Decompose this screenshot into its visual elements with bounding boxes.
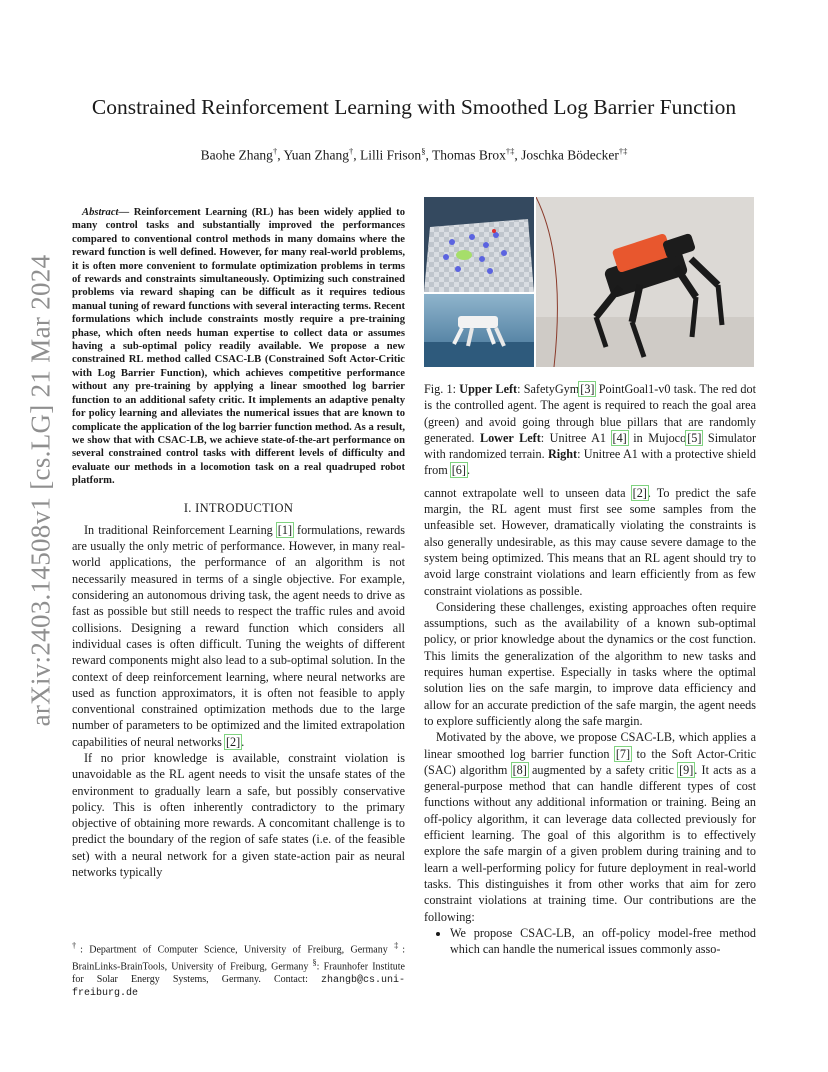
right-paragraph-3: [424, 729, 756, 925]
text-run: : Unitree A1: [540, 430, 612, 445]
contact-email[interactable]: zhangb@cs.uni-freiburg.de: [72, 974, 405, 1000]
text-run: : SafetyGym: [517, 382, 580, 396]
intro-paragraph-1: [72, 522, 405, 750]
author-affiliation-mark: †: [272, 146, 278, 156]
right-column: [424, 375, 756, 957]
section-heading-introduction: I. INTRODUCTION: [183, 500, 294, 515]
text-run: .: [241, 734, 245, 749]
citation-link[interactable]: [1]: [277, 522, 293, 537]
text-run: : Unitree A1 with a protective shield from: [424, 447, 756, 478]
right-paragraph-2: Considering these challenges, existing approaches often require assumptions, such as the availability of a known sub-optimal policy, or prior knowledge about the dynamics or the cost function. This limits the generalization of the algorithm to new tasks and requires human expertise. Especially in tasks where the optimal solution lies on the safe margin, to improve data efficiency and allow for an accurate prediction of the safe margin, the agent needs to explore sufficiently along the safe margin.: [424, 599, 756, 728]
citation-link[interactable]: [2]: [225, 734, 241, 749]
abstract-text: — Reinforcement Learning (RL) has been widely applied to many control tasks and substantially improved the performances compared to conventional control methods in many domains where the reward function is well defined. However, for many real-world problems, it is often more convenient to formulate optimization problems in terms of rewards and constraints simultaneously. Optimizing such constrained problems via reward shaping can be difficult as it requires tedious manual tuning of reward functions with several interacting terms. Recent formulations which include constraints mostly require a pre-training phase, which often needs human expertise to collect data or assumes having a sub-optimal policy readily available. We propose a new constrained RL method called CSAC-LB (Constrained Soft Actor-Critic with Log Barrier Function), which achieves competitive performance without any pre-training by applying a linear smoothed log barrier function to an additional safety critic. It implements an adaptive penalty for policy learning and alleviates the numerical issues that are known to complicate the application of the log barrier function method. As a result, we show that with CSAC-LB, we achieve state-of-the-art performance on several constrained control tasks with different levels of difficulty and evaluate our methods in a locomotion task on a real quadruped robot platform.: [72, 207, 405, 487]
author: Baohe Zhang: [200, 147, 273, 163]
footnote-mark: †: [72, 941, 81, 950]
text-run: In traditional Reinforcement Learning: [84, 522, 277, 537]
caption-bold: Lower Left: [479, 430, 541, 445]
author-affiliation-mark: †‡: [618, 146, 628, 156]
author-affiliation-mark: †: [349, 146, 354, 156]
caption-label: Fig. 1:: [424, 382, 460, 396]
citation-link[interactable]: [4]: [612, 430, 627, 445]
citation-link[interactable]: [9]: [679, 762, 694, 777]
contributions-list: [424, 925, 756, 958]
right-paragraph-1: [424, 485, 756, 599]
caption-bold: Right: [547, 447, 578, 462]
citation-link[interactable]: [5]: [687, 430, 702, 445]
text-run: to the Soft Actor-Critic (SAC) algorithm: [424, 746, 756, 777]
arxiv-identifier-stamp: [20, 210, 62, 770]
author: Yuan Zhang: [283, 147, 350, 163]
unitree-a1-photo-graphic: [536, 197, 754, 367]
citation-link[interactable]: [6]: [451, 463, 466, 478]
author: Thomas Brox: [431, 147, 506, 163]
safetygym-render-image: [424, 197, 534, 292]
citation-link[interactable]: [8]: [512, 762, 527, 777]
author-affiliation-mark: §: [421, 146, 426, 156]
text-run: Motivated by the above, we propose CSAC-LB, which applies a linear smoothed log barrier function: [424, 730, 756, 761]
text-run: Simulator with randomized terrain.: [424, 430, 757, 462]
author-list: Baohe Zhang†, Yuan Zhang†, Lilli Frison§, Thomas Brox†‡, Joschka Bödecker†‡: [200, 146, 628, 163]
affiliation-footnote: [72, 940, 405, 1001]
text-run: PointGoal1-v0 task. The red dot is the controlled agent. The agent is required to reach the goal area (green) and avoid going through blue pillars that are randomly generated.: [424, 382, 756, 445]
text-run: cannot extrapolate well to unseen data: [424, 485, 632, 500]
footnote-mark: §: [312, 957, 317, 967]
intro-paragraph-2: If no prior knowledge is available, constraint violation is unavoidable as the RL agent needs to visit the unsafe states of the environment to gradually learn a safe, but possibly conservative policy. This is often inherently contradictory to the primary objective of obtaining more rewards. A concomitant challenge is to predict the boundary of the region of safe states (i.e. of the feasible set) with a neural network for a given state-action pair as neural networks typically: [72, 750, 405, 880]
list-item: • We propose CSAC-LB, an off-policy model-free method which can handle the numerical issues commonly asso-: [450, 925, 756, 958]
figure-1: [424, 197, 754, 367]
footnote-text: : Fraunhofer Institute for Solar Energy Systems, Germany. Contact:: [72, 961, 405, 985]
footnote-text: : Department of Computer Science, University of Freiburg, Germany: [80, 944, 395, 956]
figure-1-caption: [424, 381, 756, 479]
real-robot-photo: [536, 197, 754, 367]
author-affiliation-mark: †‡: [505, 146, 515, 156]
abstract-label: Abstract: [82, 207, 119, 218]
left-column: [72, 206, 405, 880]
footnote-mark: ‡: [394, 941, 403, 950]
quadruped-sim-graphic: [424, 294, 534, 367]
mujoco-robot-render-image: [424, 294, 534, 367]
citation-link[interactable]: [3]: [580, 382, 595, 396]
abstract: [72, 206, 405, 488]
author: Joschka Bödecker: [521, 147, 619, 163]
author: Lilli Frison: [360, 147, 422, 163]
footnote-text: : BrainLinks-BrainTools, University of Freiburg, Germany: [72, 944, 405, 973]
text-run: . To predict the safe margin, the RL agent must first see some samples from the unfeasible set. However, dramatically violating the constraints is also generally undesirable, as this may cause severe damage to the system being optimized. This means that an RL agent should try to avoid large constraint violations and learn efficiently from as few constraint violations as possible.: [424, 485, 756, 598]
text-run: in Mujoco: [627, 430, 687, 445]
safetygym-scene-graphic: [424, 197, 534, 292]
citation-link[interactable]: [7]: [615, 746, 631, 761]
text-run: augmented by a safety critic: [527, 762, 679, 777]
text-run: .: [466, 463, 471, 478]
paper-title: Constrained Reinforcement Learning with Smoothed Log Barrier Function: [91, 95, 737, 119]
citation-link[interactable]: [2]: [632, 485, 647, 500]
text-run: . It acts as a general-purpose method that can handle different types of cost functions without any additional information or training. Being an off-policy algorithm, it can leverage data collected previously for efficient learning. The goal of this algorithm is to effectively explore the safe margin of a given problem during training and to learn a well-performing policy for future deployment in real-world tasks. This distinguishes it from other works that aim for zero constraint violations at training time. Our contributions are the following:: [424, 762, 756, 924]
caption-bold: Upper Left: [459, 382, 518, 396]
arxiv-identifier: arXiv:2403.14508v1 [cs.LG] 21 Mar 2024: [25, 254, 56, 726]
text-run: formulations, rewards are usually the only metric of performance. However, in many real-world applications, the performance of an algorithm is not necessarily measured in terms of a single objective. For example, considering an autonomous driving task, the agent needs to drive as fast as possible but still needs to respect the traffic rules and avoid collisions. Designing a reward function which considers all individual cases is often difficult. Tuning the weights of different reward components might also lead to a sub-optimal solution. In the context of deep reinforcement learning, where neural networks are used as function approximators, it is often not feasible to apply conventional constrained optimization methods due to the large number of parameters to be optimized and the limited extrapolation capabilities of neural networks: [72, 522, 405, 749]
